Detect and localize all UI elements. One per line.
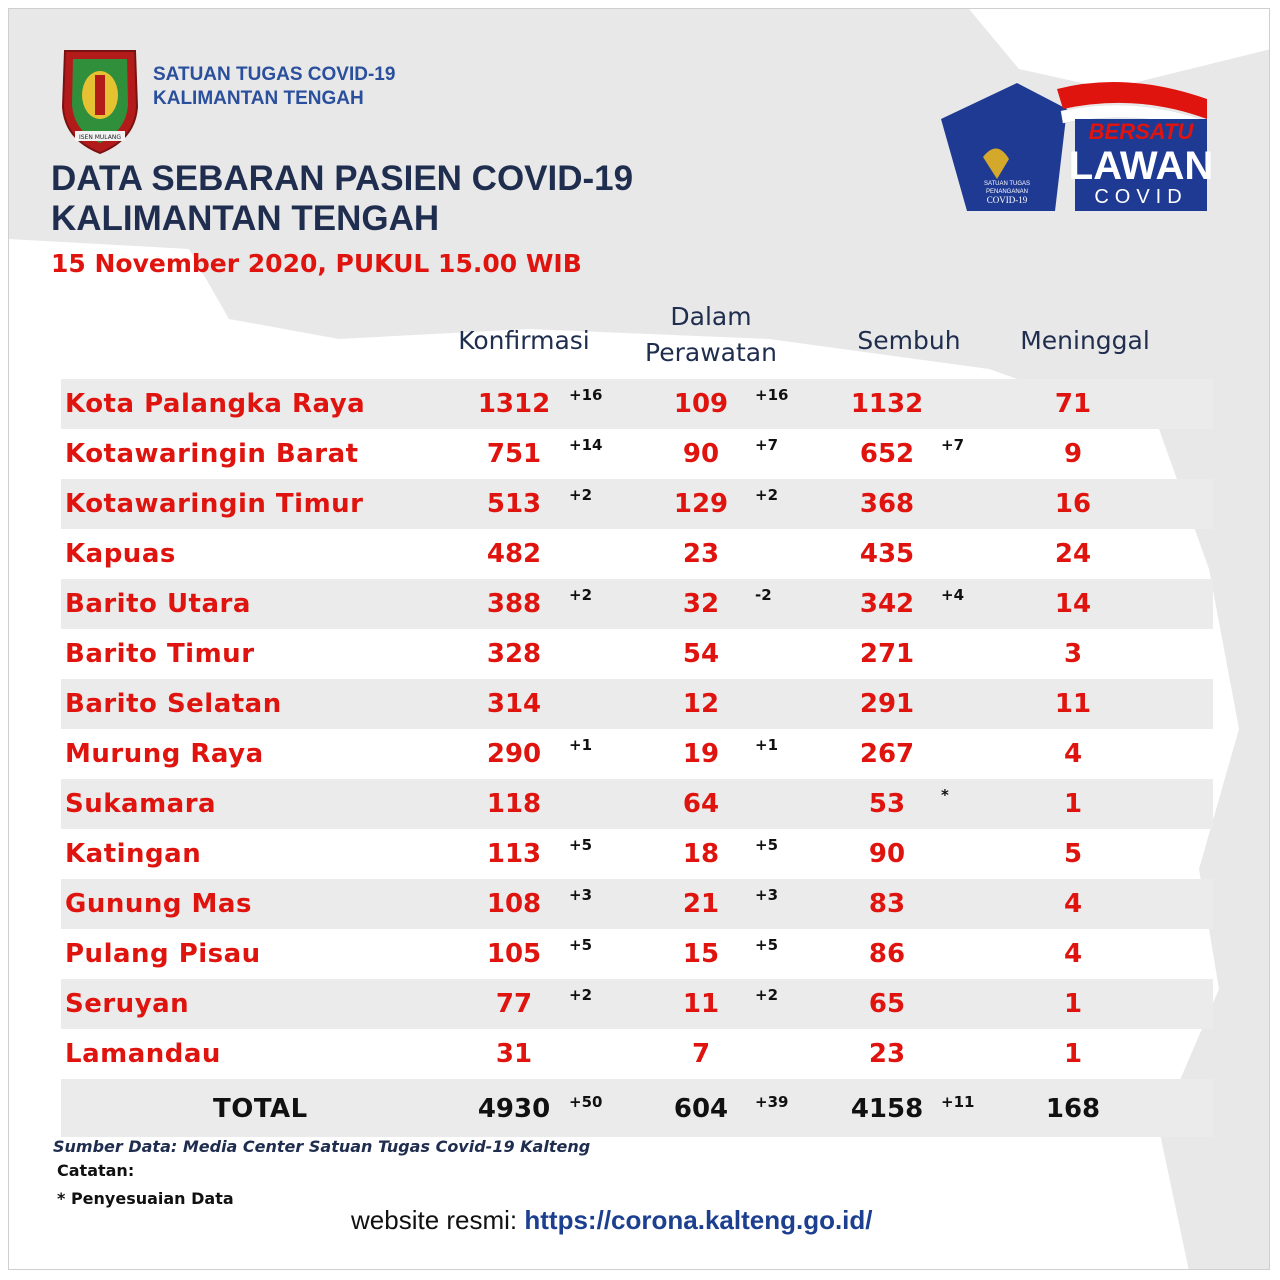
website-line — [351, 1205, 873, 1236]
header-perawatan-line2: Perawatan — [645, 338, 777, 367]
svg-text:PENANGANAN: PENANGANAN — [985, 189, 1029, 195]
title-line1: DATA SEBARAN PASIEN COVID-19 — [51, 159, 634, 198]
sembuh-value: 267 — [859, 739, 915, 769]
org-name-line2: KALIMANTAN TENGAH — [153, 88, 364, 109]
konfirmasi-delta: +5 — [569, 836, 593, 854]
sembuh-value: 86 — [868, 939, 906, 969]
perawatan-delta: +16 — [755, 386, 789, 404]
org-name — [153, 63, 413, 111]
table-row — [61, 379, 1213, 429]
region-name: Barito Selatan — [65, 689, 282, 719]
header-meninggal: Meninggal — [1020, 326, 1150, 355]
sembuh-value: 291 — [859, 689, 915, 719]
region-name: Kotawaringin Barat — [65, 439, 359, 469]
meninggal-value: 16 — [1054, 489, 1092, 519]
perawatan-value: 21 — [682, 889, 720, 919]
table-row — [61, 529, 1213, 579]
sembuh-delta: * — [941, 786, 949, 804]
table-row — [61, 429, 1213, 479]
perawatan-value: 11 — [682, 989, 720, 1019]
konfirmasi-value: 388 — [486, 589, 542, 619]
region-name: Seruyan — [65, 989, 190, 1019]
header-konfirmasi: Konfirmasi — [458, 326, 590, 355]
website-label: website resmi: — [351, 1205, 525, 1235]
perawatan-value: 12 — [682, 689, 720, 719]
konfirmasi-delta: +14 — [569, 436, 603, 454]
konfirmasi-value: 482 — [486, 539, 542, 569]
sembuh-value: 53 — [868, 789, 906, 819]
meninggal-value: 9 — [1063, 439, 1083, 469]
table-row — [61, 779, 1213, 829]
sembuh-value: 65 — [868, 989, 906, 1019]
total-meninggal: 168 — [1045, 1094, 1101, 1124]
total-label: TOTAL — [213, 1094, 308, 1124]
sembuh-value: 1132 — [850, 389, 924, 419]
table-row — [61, 679, 1213, 729]
table-row — [61, 1029, 1213, 1079]
konfirmasi-delta: +2 — [569, 986, 593, 1004]
sembuh-value: 342 — [859, 589, 915, 619]
perawatan-value: 23 — [682, 539, 720, 569]
perawatan-value: 54 — [682, 639, 720, 669]
svg-text:ISEN MULANG: ISEN MULANG — [78, 134, 122, 141]
perawatan-delta: +2 — [755, 486, 779, 504]
region-name: Kotawaringin Timur — [65, 489, 364, 519]
sembuh-value: 368 — [859, 489, 915, 519]
table-row — [61, 829, 1213, 879]
region-name: Kapuas — [65, 539, 176, 569]
perawatan-value: 19 — [682, 739, 720, 769]
region-name: Kota Palangka Raya — [65, 389, 366, 419]
report-date: 15 November 2020, PUKUL 15.00 WIB — [51, 249, 582, 278]
konfirmasi-value: 1312 — [477, 389, 551, 419]
konfirmasi-delta: +5 — [569, 936, 593, 954]
meninggal-value: 11 — [1054, 689, 1092, 719]
header-dalam-perawatan — [621, 299, 801, 371]
konfirmasi-value: 113 — [486, 839, 542, 869]
title-line2: KALIMANTAN TENGAH — [51, 199, 440, 238]
konfirmasi-value: 328 — [486, 639, 542, 669]
meninggal-value: 4 — [1063, 889, 1083, 919]
header-perawatan-line1: Dalam — [670, 302, 752, 331]
header-sembuh: Sembuh — [857, 326, 961, 355]
website-link[interactable]: https://corona.kalteng.go.id/ — [524, 1205, 873, 1235]
konfirmasi-value: 108 — [486, 889, 542, 919]
konfirmasi-value: 290 — [486, 739, 542, 769]
table-row — [61, 979, 1213, 1029]
org-name-line1: SATUAN TUGAS COVID-19 — [153, 64, 396, 85]
total-perawatan: 604 — [673, 1094, 729, 1124]
total-konfirmasi-delta: +50 — [569, 1093, 603, 1111]
konfirmasi-value: 118 — [486, 789, 542, 819]
total-konfirmasi: 4930 — [477, 1094, 551, 1124]
meninggal-value: 1 — [1063, 1039, 1083, 1069]
perawatan-delta: +1 — [755, 736, 779, 754]
konfirmasi-value: 105 — [486, 939, 542, 969]
total-row — [61, 1079, 1213, 1137]
konfirmasi-delta: +2 — [569, 486, 593, 504]
table-row — [61, 479, 1213, 529]
meninggal-value: 4 — [1063, 939, 1083, 969]
meninggal-value: 14 — [1054, 589, 1092, 619]
meninggal-value: 24 — [1054, 539, 1092, 569]
konfirmasi-delta: +2 — [569, 586, 593, 604]
konfirmasi-value: 751 — [486, 439, 542, 469]
region-name: Sukamara — [65, 789, 217, 819]
meninggal-value: 4 — [1063, 739, 1083, 769]
sembuh-value: 83 — [868, 889, 906, 919]
svg-text:LAWAN: LAWAN — [1068, 144, 1214, 188]
konfirmasi-value: 31 — [495, 1039, 533, 1069]
infographic — [8, 8, 1270, 1270]
sembuh-value: 652 — [859, 439, 915, 469]
meninggal-value: 71 — [1054, 389, 1092, 419]
table-body — [61, 379, 1213, 1079]
perawatan-delta: +5 — [755, 836, 779, 854]
case-table — [61, 379, 1213, 1137]
total-perawatan-delta: +39 — [755, 1093, 789, 1111]
sembuh-value: 90 — [868, 839, 906, 869]
sembuh-value: 435 — [859, 539, 915, 569]
note-title: Catatan: — [57, 1161, 135, 1180]
region-name: Gunung Mas — [65, 889, 252, 919]
svg-text:COVID-19: COVID-19 — [986, 195, 1028, 205]
perawatan-value: 90 — [682, 439, 720, 469]
perawatan-value: 64 — [682, 789, 720, 819]
meninggal-value: 1 — [1063, 989, 1083, 1019]
perawatan-value: 18 — [682, 839, 720, 869]
province-emblem-icon — [57, 47, 143, 157]
region-name: Pulang Pisau — [65, 939, 261, 969]
konfirmasi-delta: +3 — [569, 886, 593, 904]
table-row — [61, 579, 1213, 629]
konfirmasi-delta: +16 — [569, 386, 603, 404]
svg-text:COVID: COVID — [1094, 186, 1188, 208]
page-title — [51, 159, 633, 239]
perawatan-delta: +2 — [755, 986, 779, 1004]
perawatan-value: 7 — [691, 1039, 711, 1069]
perawatan-value: 32 — [682, 589, 720, 619]
table-row — [61, 729, 1213, 779]
region-name: Barito Timur — [65, 639, 255, 669]
meninggal-value: 3 — [1063, 639, 1083, 669]
perawatan-value: 109 — [673, 389, 729, 419]
sembuh-value: 23 — [868, 1039, 906, 1069]
total-sembuh-delta: +11 — [941, 1093, 975, 1111]
svg-text:BERSATU: BERSATU — [1088, 119, 1194, 144]
sembuh-value: 271 — [859, 639, 915, 669]
region-name: Lamandau — [65, 1039, 221, 1069]
region-name: Katingan — [65, 839, 202, 869]
region-name: Murung Raya — [65, 739, 264, 769]
meninggal-value: 1 — [1063, 789, 1083, 819]
meninggal-value: 5 — [1063, 839, 1083, 869]
sembuh-delta: +7 — [941, 436, 965, 454]
perawatan-delta: +3 — [755, 886, 779, 904]
perawatan-delta: -2 — [755, 586, 772, 604]
konfirmasi-value: 77 — [495, 989, 533, 1019]
konfirmasi-value: 513 — [486, 489, 542, 519]
perawatan-delta: +7 — [755, 436, 779, 454]
perawatan-delta: +5 — [755, 936, 779, 954]
table-row — [61, 879, 1213, 929]
region-name: Barito Utara — [65, 589, 251, 619]
perawatan-value: 129 — [673, 489, 729, 519]
note-text: * Penyesuaian Data — [57, 1189, 234, 1208]
konfirmasi-value: 314 — [486, 689, 542, 719]
bersatu-lawan-covid-logo — [937, 75, 1217, 215]
table-row — [61, 629, 1213, 679]
total-sembuh: 4158 — [850, 1094, 924, 1124]
svg-text:SATUAN TUGAS: SATUAN TUGAS — [983, 181, 1031, 187]
konfirmasi-delta: +1 — [569, 736, 593, 754]
sembuh-delta: +4 — [941, 586, 965, 604]
data-source: Sumber Data: Media Center Satuan Tugas Covid-19 Kalteng — [53, 1137, 591, 1156]
perawatan-value: 15 — [682, 939, 720, 969]
table-row — [61, 929, 1213, 979]
